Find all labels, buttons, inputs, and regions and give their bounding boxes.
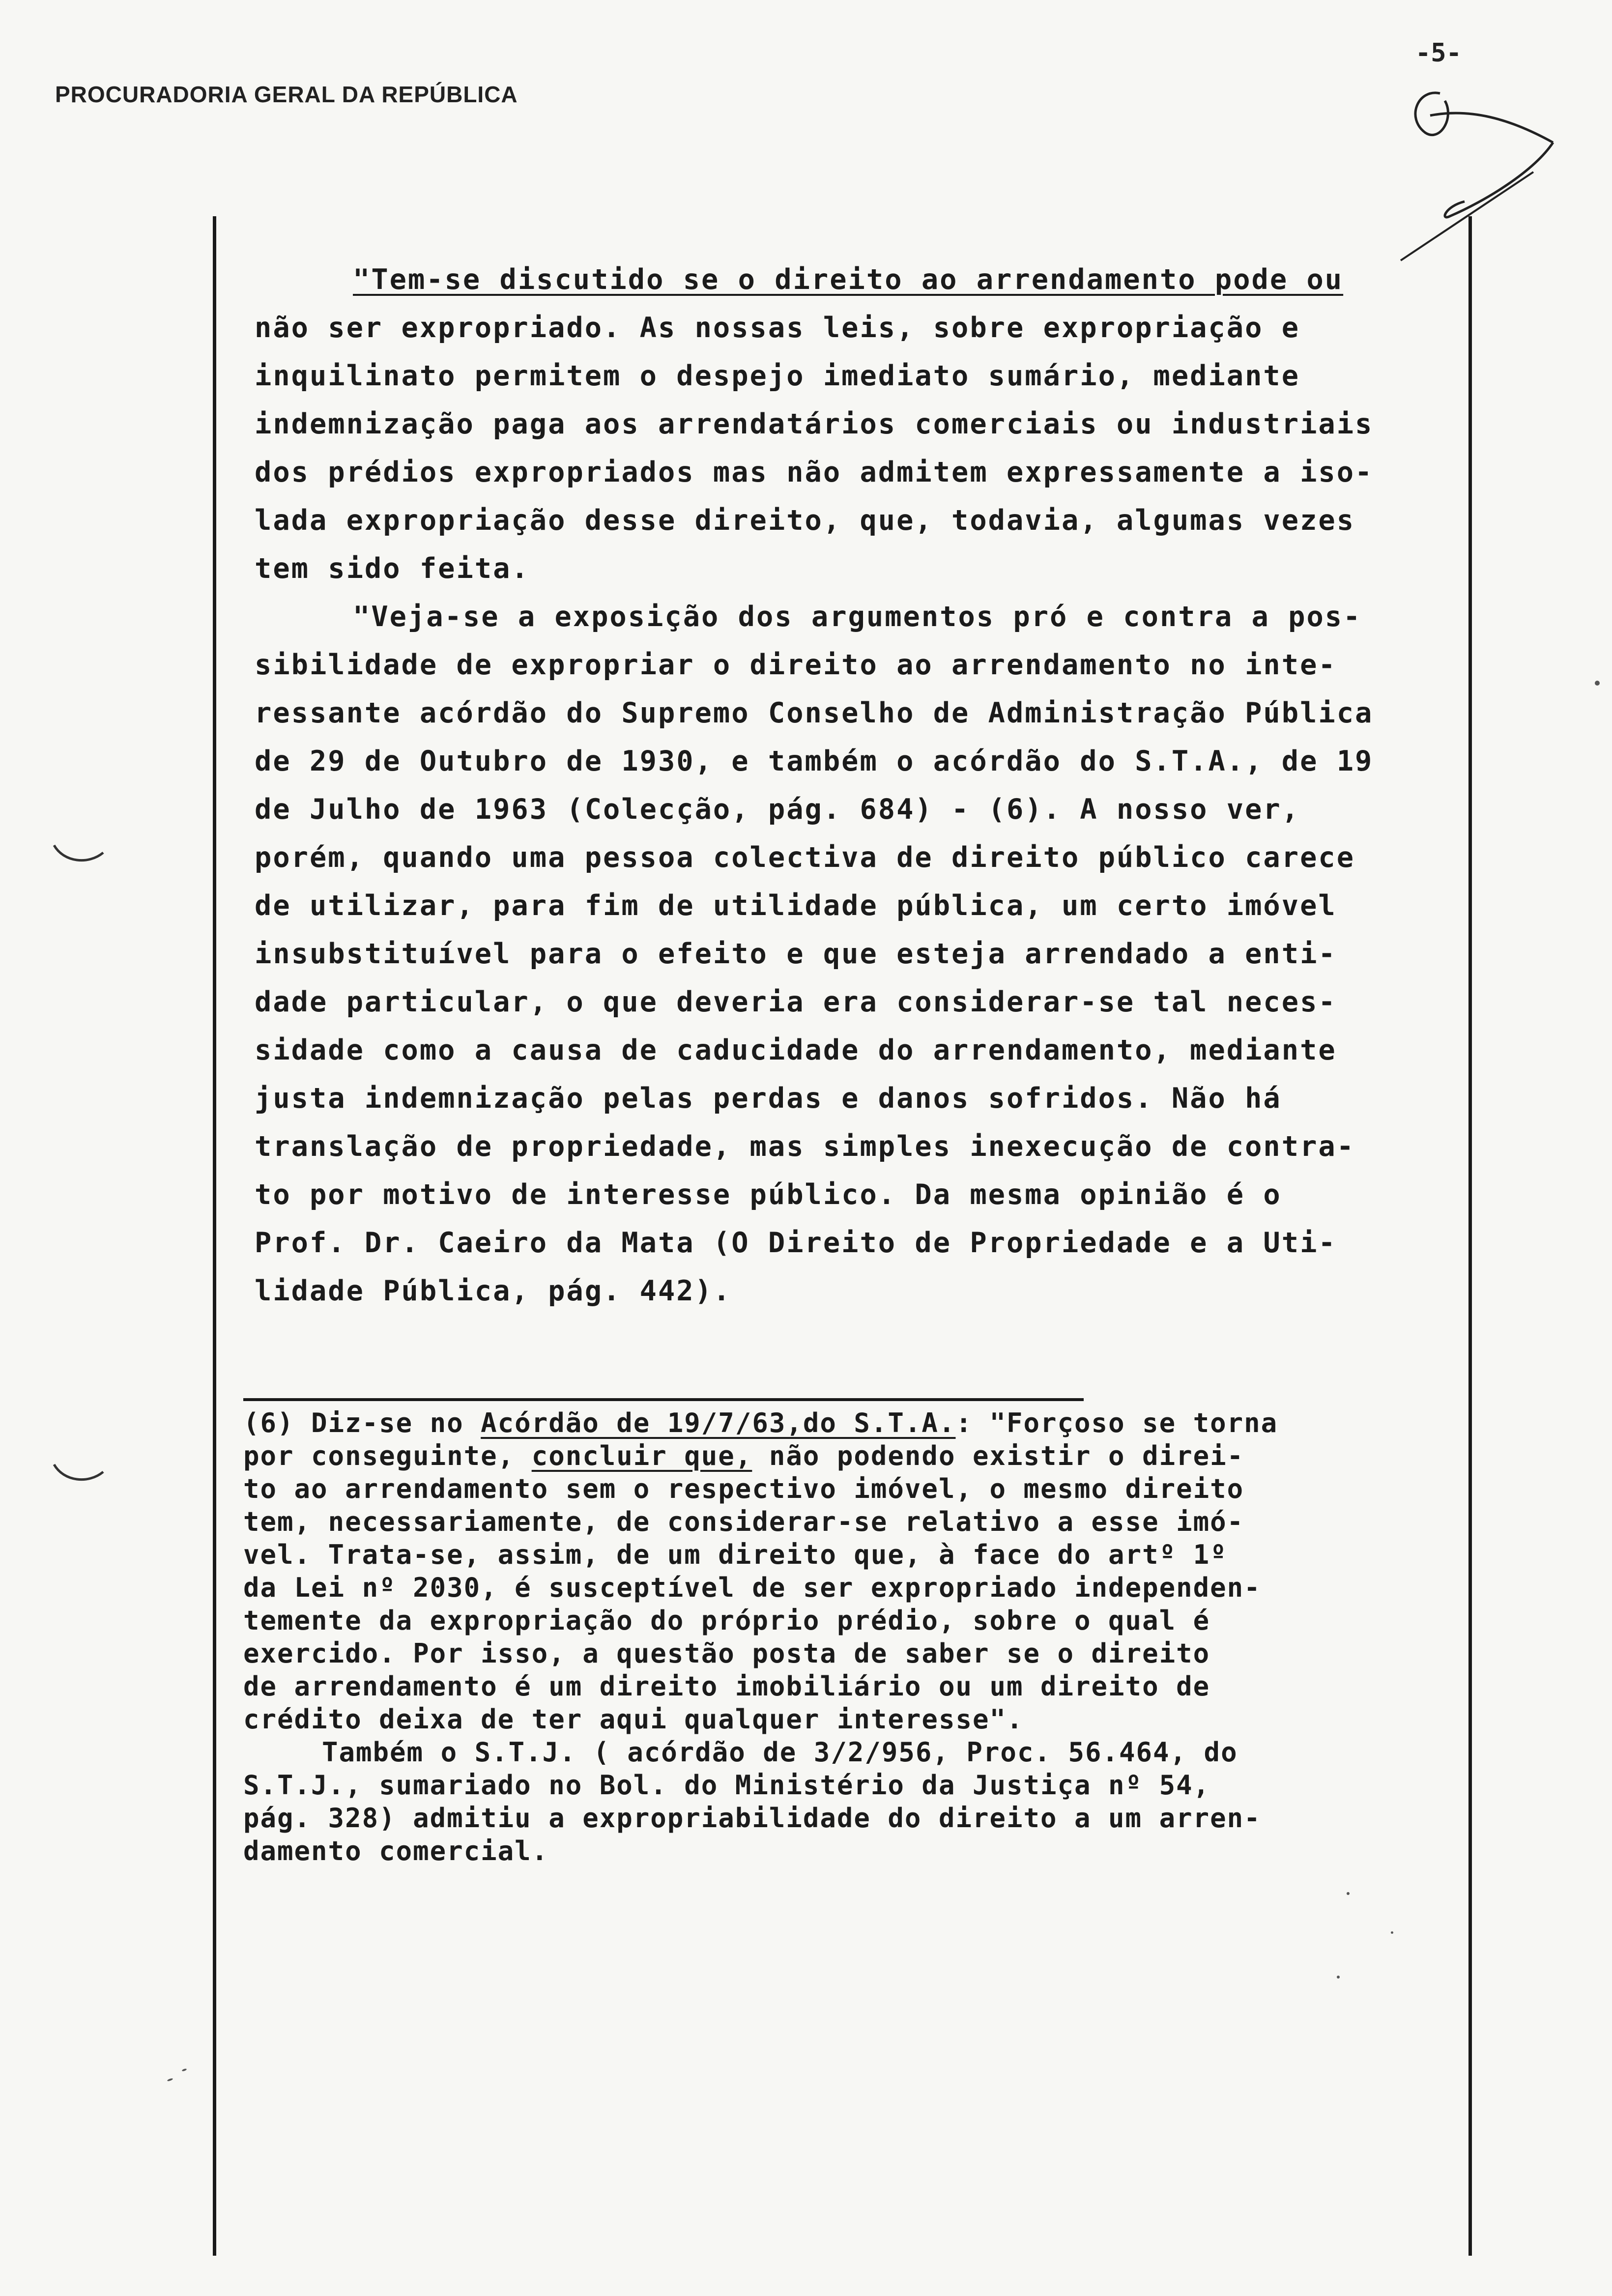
text-line: translação de propriedade, mas simples inexecução de contra- [255, 1130, 1355, 1163]
footnote-line [243, 1439, 1462, 1472]
text-line: "Veja-se a exposição dos argumentos pró e contra a pos- [353, 601, 1362, 633]
page-number: -5- [1415, 38, 1462, 68]
text-line: dade particular, o que deveria era considerar-se tal neces- [255, 986, 1337, 1018]
scan-speck [167, 2078, 173, 2082]
margin-hole-mark [49, 835, 108, 875]
handwritten-initials [1371, 59, 1578, 265]
text-line: de utilizar, para fim de utilidade pública, um certo imóvel [255, 890, 1337, 922]
scan-speck [1391, 1931, 1393, 1934]
text-line: não ser expropriado. As nossas leis, sobre expropriação e [255, 312, 1300, 344]
footnote-line: exercido. Por isso, a questão posta de saber se o direito [243, 1638, 1210, 1669]
margin-hole-mark [49, 1455, 108, 1494]
text-line: indemnização paga aos arrendatários comerciais ou industriais [255, 408, 1374, 440]
text-line: lada expropriação desse direito, que, todavia, algumas vezes [255, 504, 1355, 537]
scan-speck [1347, 1892, 1350, 1895]
footnote-line [243, 1406, 1462, 1439]
footnote-6 [243, 1406, 1462, 1867]
text-line: tem sido feita. [255, 552, 530, 585]
text-line: to por motivo de interesse público. Da mesma opinião é o [255, 1178, 1282, 1211]
footnote-line: pág. 328) admitiu a expropriabilidade do direito a um arren- [243, 1803, 1261, 1834]
footnote-text: por conseguinte, [243, 1440, 532, 1471]
text-line: de 29 de Outubro de 1930, e também o acórdão do S.T.A., de 19 [255, 745, 1374, 777]
text-line: insubstituível para o efeito e que esteja arrendado a enti- [255, 938, 1337, 970]
footnote-line: temente da expropriação do próprio prédio, sobre o qual é [243, 1605, 1210, 1636]
footnote-text: (6) Diz-se no [243, 1407, 481, 1438]
text-line: inquilinato permitem o despejo imediato sumário, mediante [255, 360, 1300, 392]
footnote-line: de arrendamento é um direito imobiliário ou um direito de [243, 1671, 1210, 1702]
left-margin-line [213, 216, 216, 2256]
text-line: porém, quando uma pessoa colectiva de direito público carece [255, 841, 1355, 874]
footnote-line: crédito deixa de ter aqui qualquer interesse". [243, 1704, 1024, 1735]
underlined-phrase: concluir que, [531, 1440, 752, 1471]
text-line: sibilidade de expropriar o direito ao arrendamento no inte- [255, 649, 1337, 681]
footnote-line: damento comercial. [243, 1836, 549, 1866]
quoted-body-text [255, 256, 1459, 1315]
footnote-line: to ao arrendamento sem o respectivo imóvel, o mesmo direito [243, 1473, 1244, 1504]
text-line: lidade Pública, pág. 442). [255, 1275, 732, 1307]
scan-speck [1337, 1976, 1340, 1979]
footnote-line: tem, necessariamente, de considerar-se relativo a esse imó- [243, 1506, 1244, 1537]
footnote-line: vel. Trata-se, assim, de um direito que, à face do artº 1º [243, 1539, 1227, 1570]
underlined-phrase: "Tem-se discutido se o direito ao arrendamento pode ou [353, 263, 1344, 296]
text-line [255, 256, 1459, 304]
scan-speck [1595, 681, 1600, 686]
institution-header: PROCURADORIA GERAL DA REPÚBLICA [55, 82, 518, 107]
footnote-text: : "Forçoso se torna [955, 1407, 1278, 1438]
footnote-line: S.T.J., sumariado no Bol. do Ministério da Justiça nº 54, [243, 1770, 1210, 1801]
text-line: justa indemnização pelas perdas e danos sofridos. Não há [255, 1082, 1282, 1115]
text-line: Prof. Dr. Caeiro da Mata (O Direito de Propriedade e a Uti- [255, 1227, 1337, 1259]
text-line: dos prédios expropriados mas não admitem expressamente a iso- [255, 456, 1374, 488]
text-line: ressante acórdão do Supremo Conselho de Administração Pública [255, 697, 1374, 729]
text-line: de Julho de 1963 (Colecção, pág. 684) - (6). A nosso ver, [255, 793, 1300, 826]
scan-speck [182, 2068, 187, 2071]
footnote-separator [243, 1398, 1084, 1401]
text-line: sidade como a causa de caducidade do arrendamento, mediante [255, 1034, 1337, 1066]
footnote-line: Também o S.T.J. ( acórdão de 3/2/956, Proc. 56.464, do [322, 1737, 1238, 1768]
footnote-line: da Lei nº 2030, é susceptível de ser expropriado independen- [243, 1572, 1261, 1603]
footnote-text: não podendo existir o direi- [752, 1440, 1244, 1471]
right-margin-line [1468, 216, 1472, 2256]
underlined-citation: Acórdão de 19/7/63,do S.T.A. [481, 1407, 956, 1438]
